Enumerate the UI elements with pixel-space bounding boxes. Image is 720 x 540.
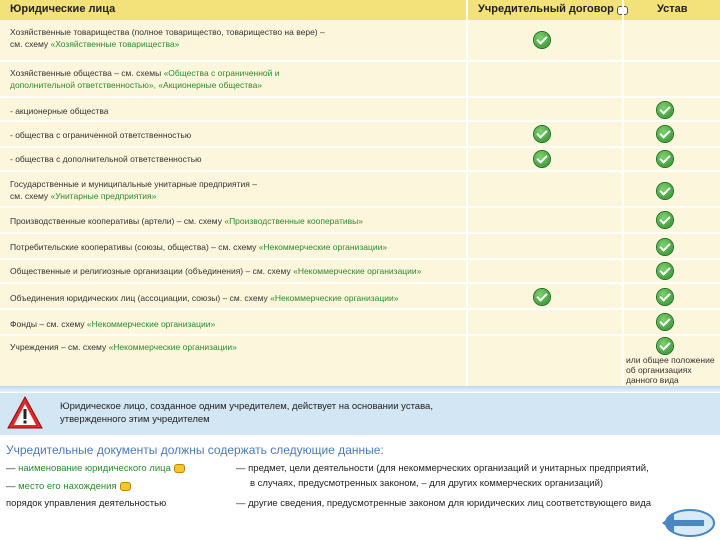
table-row: Объединения юридических лиц (ассоциации, союзы) – см. схему «Некоммерческие организации»: [0, 284, 720, 310]
check-icon: [657, 239, 673, 255]
list-item: — другие сведения, предусмотренные законом для юридических лиц соответствующего вида: [236, 498, 652, 509]
warning-text: Юридическое лицо, созданное одним учредителем, действует на основании устава, утвержденного этим учредителем: [60, 401, 433, 425]
check-icon: [657, 212, 673, 228]
header-legal-entities: Юридические лица: [10, 3, 116, 15]
table-row: - общества с дополнительной ответственностью: [0, 148, 720, 172]
check-icon: [657, 338, 673, 354]
check-icon: [534, 32, 550, 48]
check-icon: [657, 102, 673, 118]
table-row: Фонды – см. схему «Некоммерческие организации»: [0, 310, 720, 336]
scheme-link[interactable]: «Некоммерческие организации»: [293, 266, 422, 276]
scheme-link[interactable]: «Некоммерческие организации»: [270, 293, 399, 303]
scheme-link[interactable]: «Производственные кооперативы»: [224, 216, 363, 226]
header-charter: Устав: [657, 3, 688, 15]
check-icon: [534, 126, 550, 142]
check-icon: [657, 314, 673, 330]
divider: [0, 386, 720, 392]
comment-icon[interactable]: [120, 482, 131, 491]
table-row: Общественные и религиозные организации (объединения) – см. схему «Некоммерческие организации»: [0, 260, 720, 284]
comment-icon[interactable]: [174, 464, 185, 473]
scheme-link[interactable]: «Некоммерческие организации»: [86, 319, 216, 329]
table-row: Хозяйственные общества – см. схемы «Общества с ограниченной и дополнительной ответственностью», «Акционерные общества»: [0, 62, 720, 98]
table-header: [0, 0, 720, 20]
scheme-link[interactable]: дополнительной ответственностью», «Акционерные общества»: [10, 80, 263, 90]
requirements-title: Учредительные документы должны содержать следующие данные:: [6, 443, 384, 457]
list-item: — место его нахождения: [6, 480, 131, 493]
scheme-link[interactable]: «Общества с ограниченной и: [163, 68, 280, 78]
scheme-link[interactable]: «Хозяйственные товарищества»: [50, 39, 180, 49]
scheme-link[interactable]: «Некоммерческие организации»: [108, 342, 237, 352]
check-icon: [657, 151, 673, 167]
header-founding-agreement: Учредительный договор: [478, 3, 614, 15]
scheme-link[interactable]: «Некоммерческие организации»: [258, 242, 388, 252]
table-row: Производственные кооперативы (артели) – см. схему «Производственные кооперативы»: [0, 208, 720, 234]
list-item: порядок управления деятельностью: [6, 498, 167, 509]
table-row: - акционерные общества: [0, 98, 720, 122]
scheme-link[interactable]: «Унитарные предприятия»: [50, 191, 157, 201]
charter-note: или общее положение об организациях данного вида: [626, 355, 715, 385]
back-navigation-icon[interactable]: [660, 507, 716, 539]
check-icon: [657, 263, 673, 279]
check-icon: [657, 126, 673, 142]
list-item-continuation: в случаях, предусмотренных законом, – для других коммерческих организаций): [250, 478, 604, 489]
list-item: — предмет, цели деятельности (для некоммерческих организаций и унитарных предприятий,: [236, 463, 649, 474]
check-icon: [534, 151, 550, 167]
table-row: Учреждения – см. схему «Некоммерческие организации»: [10, 342, 237, 352]
table-row: Государственные и муниципальные унитарные предприятия – см. схему «Унитарные предприятия»: [0, 172, 720, 208]
table-row: - общества с ограниченной ответственностью: [0, 122, 720, 148]
table-row: Потребительские кооперативы (союзы, общества) – см. схему «Некоммерческие организации»: [0, 234, 720, 260]
list-item: — наименование юридического лица: [6, 462, 185, 475]
check-icon: [657, 289, 673, 305]
warning-icon: [6, 395, 44, 431]
warning-box: [0, 393, 720, 435]
check-icon: [657, 183, 673, 199]
table-row: Хозяйственные товарищества (полное товарищество, товарищество на вере) – см. схему «Хозяйственные товарищества»: [0, 20, 720, 62]
check-icon: [534, 289, 550, 305]
